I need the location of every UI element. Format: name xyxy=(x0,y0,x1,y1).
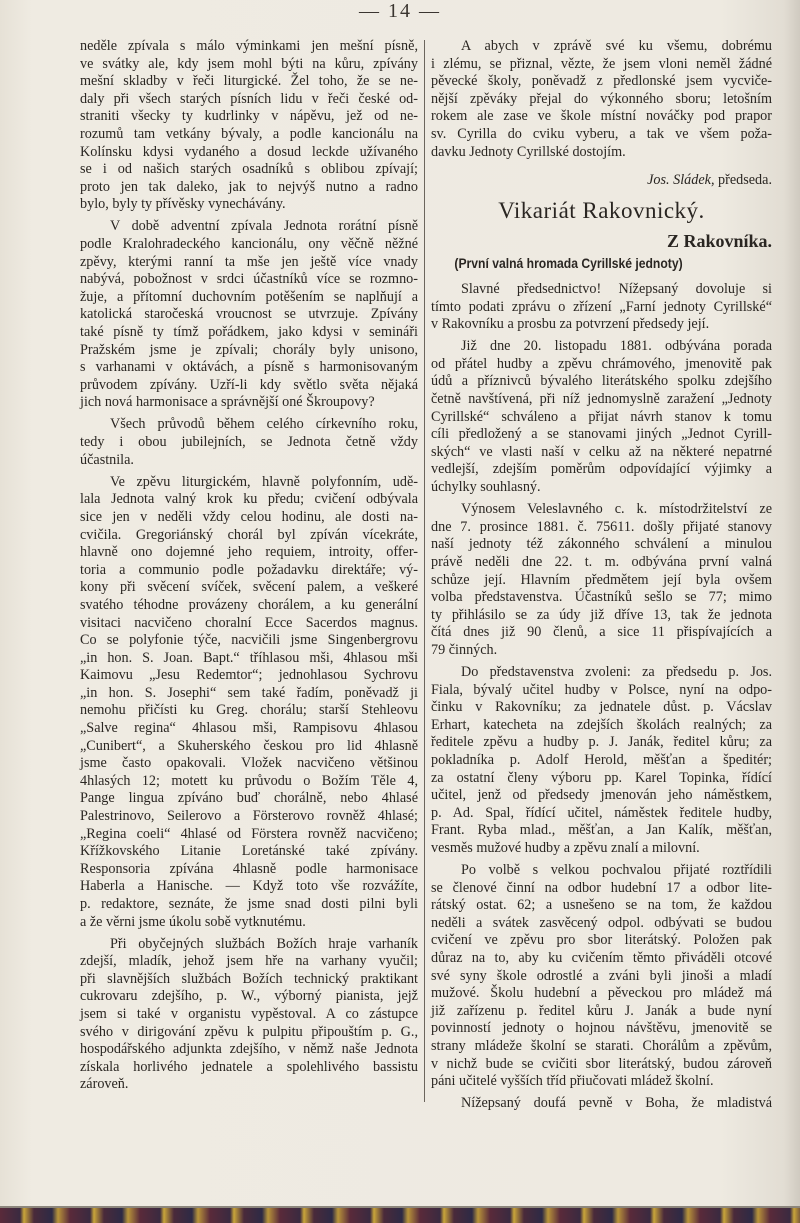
text-line: zdejší, mladík, jehož jsem hře na varhany vyučil; xyxy=(80,953,418,970)
text-line: pokladníka p. Adolf Herold, měšťan a špeditér; xyxy=(431,751,772,768)
text-line: „in hon. S. Josephi“ sem také řadím, poněvadž ji xyxy=(80,684,418,701)
text-line: „Salve regina“ 4hlasou mši, Rampisovu 4hlasou xyxy=(80,720,418,737)
column-divider xyxy=(424,40,425,1102)
text-line: i zlému, se přiznal, vězte, že jsem vloni neměl žádné xyxy=(431,55,772,72)
text-line: daly při všech starých písních lidu v řeči české od- xyxy=(80,90,418,107)
section-heading: Vikariát Rakovnický. xyxy=(498,198,705,223)
text-line: schůze její. Hlavním předmětem její byla ovšem xyxy=(431,571,772,588)
text-line: toria a communio podle požadavku direktáře; vý- xyxy=(80,561,418,578)
paragraph xyxy=(80,218,418,412)
text-line: Co se polyfonie týče, nacvičili jsme Singenbergrovu xyxy=(80,632,418,649)
text-line: sv. Cyrilla do cviku vyberu, a tak ve všem poža- xyxy=(431,125,772,142)
text-line: vesměs mužové hudby a zpěvu znalí a milovní. xyxy=(431,839,700,856)
paragraph xyxy=(431,501,772,659)
text-line: tedy i obou jubilejních, se Jednota četně vždy xyxy=(80,434,418,451)
text-line: rátský ostat. 62; a usnešeno se na tom, že každou xyxy=(431,897,772,914)
text-line: průvodem zpívány. Uzří-li kdy světlo světa nějaká xyxy=(80,376,418,393)
text-line: se členové činní na odbor hudební 17 a odbor lite- xyxy=(431,879,772,896)
paragraph xyxy=(80,474,418,931)
text-line: Kolínsku kdysi vydaného a dosud leckde užívaného xyxy=(80,143,418,160)
text-line: zpěvy, kterými ranní ta mše jen ještě více vnady xyxy=(80,253,418,270)
text-line: za ostatní členy výboru pp. Karel Topinka, řídící xyxy=(431,769,772,786)
text-line: „Cunibert“, a Skuherského českou pro lid 4hlasně xyxy=(80,737,418,754)
text-line: jsem si také v organistu vypěstoval. A co zástupce xyxy=(80,1006,418,1023)
text-line: nější zpěváky přejal do výkonného sboru; letošním xyxy=(431,90,772,107)
text-line: činku v Rakovníku; za jednatele důst. p. Vácslav xyxy=(431,699,772,716)
text-line: Nížepsaný doufá pevně v Boha, že mladistvá xyxy=(461,1095,772,1112)
text-line: hlavně ono dojemné jeho requiem, introity, offer- xyxy=(80,544,418,561)
text-line: ve svátky ale, kdy jsem mohl býti na kůru, zpívány xyxy=(80,55,418,72)
text-line: ských“ ve vlasti naší v celku až na některé nepatrné xyxy=(431,443,772,460)
text-line: nemohu přičísti ku Greg. chorálu; starší Stehleovu xyxy=(80,702,418,719)
text-line: rokem ale zase ve škole místní nováčky pod prapor xyxy=(431,108,772,125)
text-line: se i od našich starých osadníků s oblibou zpívají; xyxy=(80,161,418,178)
signature-title: , předseda. xyxy=(710,172,772,188)
paragraph xyxy=(431,664,772,858)
text-line: bylo, byly ty přívěsky vynechávány. xyxy=(80,196,286,213)
text-line: Frant. Ryba mlad., měšťan, a Jan Kalík, měšťan, xyxy=(431,822,772,839)
text-line: a že věrni jsme úkolu sobě vytknutému. xyxy=(80,913,306,930)
text-line: pěvecké školy, poněvadž z předlonské jsem vycviče- xyxy=(431,73,772,90)
text-line: četně navštívená, při níž jednomyslně zaražení „Jednoty xyxy=(431,391,772,408)
text-line: nabývá, pobožnost v srdci účastníků více se rozmno- xyxy=(80,271,418,288)
text-line: p. redaktore, seznáte, že jsme snad dosti pilni byli xyxy=(80,896,418,912)
decorative-border xyxy=(0,1206,800,1223)
text-line: Již dne 20. listopadu 1881. odbývána porada xyxy=(461,338,772,355)
paragraph xyxy=(431,38,772,161)
left-column xyxy=(80,38,418,1099)
text-line: V době adventní zpívala Jednota rorátní písně xyxy=(110,218,418,235)
text-line: v nichž bude se cvičiti sbor literátský, budou zároveň xyxy=(431,1055,772,1072)
text-line: účastnila. xyxy=(80,451,134,468)
text-line: Výnosem Veleslavného c. k. místodržitelství ze xyxy=(461,501,772,518)
text-line: při slavnějších službách Božích technický praktikant xyxy=(80,970,418,987)
text-line: čítá dnes již 90 členů, a sice 11 přispívajících a xyxy=(431,624,772,641)
text-line: neděli a svátek zasvěcený odpol. odbývati se budou xyxy=(431,914,772,931)
text-line: „Regina coeli“ 4hlasé od Förstera rovněž nacvičeno; xyxy=(80,825,418,842)
paragraph xyxy=(431,1095,772,1113)
text-line: úchylky souhlasný. xyxy=(431,479,541,496)
text-line: ředitele zpěvu a hudby p. J. Janák, ředitel kůru; za xyxy=(431,734,772,751)
text-line: Responsoria zpívána 4hlasně podle harmonisace xyxy=(80,860,418,877)
text-line: vedlejší, zdejším poměrům odpovídající výjimky a xyxy=(431,461,772,478)
text-line: jsme často opakovali. Vložek nacvičeno většinou xyxy=(80,755,418,772)
page-number: — 14 — xyxy=(359,0,441,22)
paragraph xyxy=(431,281,772,334)
text-line: ty přihlásilo se za údy již dříve 13, tak že jednota xyxy=(431,606,772,623)
text-line: také písně ty tímž pořádkem, jako kdysi v semináři xyxy=(80,324,418,340)
text-line: získala horlivého jednatele a spolehlivého bassistu xyxy=(80,1058,418,1075)
text-line: Palestrinovo, Seilerovo a Försterovo rovněž 4hlasé; xyxy=(80,808,418,825)
text-line: cukrovaru zdejšího, p. W., výborný pianista, jejž xyxy=(80,988,418,1005)
text-line: podle Kralohradeckého kancionálu, ony věčně něžné xyxy=(80,236,418,253)
text-line: tímto podati zprávu o zřízení „Farní jednoty Cyrillské“ xyxy=(431,298,772,315)
text-line: 4hlasých 12; motett ku průvodu o Božím Těle 4, xyxy=(80,772,418,789)
text-line: Všech průvodů během celého církevního roku, xyxy=(110,416,418,433)
text-line: mešní skladby v řeči liturgické. Žel toho, že se ne- xyxy=(80,73,418,90)
paragraph xyxy=(80,38,418,214)
signature-name: Jos. Sládek xyxy=(647,172,711,188)
text-line: cvičila. Gregoriánský chorál byl zpíván vícekráte, xyxy=(80,526,418,543)
right-body xyxy=(431,281,772,1117)
text-line: od přátel hudby a zpěvu chrámového, jmenovitě pak xyxy=(431,355,772,372)
text-line: „in hon. S. Joan. Bapt.“ tříhlasou mši, 4hlasou mši xyxy=(80,649,418,666)
text-line: v Rakovníku a prosbu za potvrzení předsedy její. xyxy=(431,316,710,333)
text-line: dne 7. prosince 1881. č. 75611. došly přijaté stanovy xyxy=(431,518,772,535)
text-line: učitel, jenž od předsedy jmenován jeho náměstkem, xyxy=(431,787,772,804)
text-line: Do představenstva zvoleni: za předsedu p. Jos. xyxy=(461,663,772,680)
text-line: Slavné předsednictvo! Nížepsaný dovoluje si xyxy=(461,281,772,297)
paragraph xyxy=(80,936,418,1094)
text-line: sice jen v neděli vždy celou hodinu, ale dosti na- xyxy=(80,508,418,525)
text-line: již zařízenu p. ředitel kůru J. Janák a bude nyní xyxy=(431,1002,772,1019)
text-line: A abych v zprávě své ku všemu, dobrému xyxy=(461,38,772,54)
report-subtitle: (První valná hromada Cyrillské jednoty) xyxy=(454,256,683,271)
text-line: mužové. Školu hudební a pěveckou pro mládež má xyxy=(431,985,772,1002)
text-line: Křížkovského Litanie Loretánské také zpívány. xyxy=(80,843,418,860)
text-line: davku Jednoty Cyrillské dostojím. xyxy=(431,143,626,160)
text-line: strany mládeže školní se starati. Chorálům a zpěvům, xyxy=(431,1037,772,1054)
text-line: jich nová harmonisace a správnější oné Škroupovy? xyxy=(80,394,375,411)
text-line: visitaci nacvičeno choralní Ecce Sacerdos magnus. xyxy=(80,614,418,631)
text-line: neděle zpívala s málo výminkami jen mešní písně, xyxy=(80,38,418,54)
text-line: 79 činných. xyxy=(431,641,498,658)
text-line: Erhart, katecheta na zdejších školách realných; za xyxy=(431,716,772,733)
text-line: lala Jednota valný krok ku předu; cvičení odbývala xyxy=(80,491,418,508)
text-line: Při obyčejných službách Božích hraje varhaník xyxy=(110,935,418,952)
text-line: žuje, a přítomní duchovním potěšením se naplňují a xyxy=(80,288,418,305)
text-line: páni učitelé vyšších tříd přiučovati mládež školní. xyxy=(431,1073,714,1090)
text-line: rozumů tam vetkány bývaly, a podle kancionálu na xyxy=(80,125,418,142)
text-line: proto jen tak daleko, jak to nejvýš nutno a radno xyxy=(80,178,418,195)
text-line: kony při svěcení svíček, svěcení palem, a veškeré xyxy=(80,579,418,596)
text-line: údů a příznivců bývalého literátského spolku zdejšího xyxy=(431,373,772,390)
text-line: katolická staročeská vroucnost se utvrzuje. Zpívány xyxy=(80,306,418,323)
paragraph xyxy=(431,338,772,496)
text-line: s varhanami v oktávách, a písně s harmonisovaným xyxy=(80,359,418,376)
right-intro xyxy=(431,38,772,166)
paragraph xyxy=(80,416,418,469)
text-line: svatého téhodne provázeny chorálem, a ku generální xyxy=(80,596,418,613)
text-line: volba představenstva. Účastníků sešlo se 77; mimo xyxy=(431,589,772,606)
text-line: Pange lingua zpíváno buď chorálně, nebo 4hlasé xyxy=(80,790,418,807)
text-line: naší jednoty též zákonného schválení a minulou xyxy=(431,536,772,553)
text-line: Haberla a Hanische. — Když toto vše rozvážíte, xyxy=(80,878,418,895)
place-heading: Z Rakovníka. xyxy=(666,231,772,251)
text-line: své syny škole odrostlé a zváni byli jinoši a mladí xyxy=(431,967,772,984)
text-line: Pražském jsme je zpívali; chorály byly unisono, xyxy=(80,341,418,358)
text-line: právě neděli dne 22. t. m. odbývána první valná xyxy=(431,553,772,570)
text-line: hospodářského adjunkta zdejšího, v němž naše Jednota xyxy=(80,1041,418,1058)
text-line: Fiala, bývalý učitel hudby v Polsce, nyní na odpo- xyxy=(431,681,772,698)
text-line: Cyrillské“ schváleno a přijat návrh stanov k tomu xyxy=(431,408,772,425)
text-line: cíli předložený a se stanovami jiných „Jednot Cyrill- xyxy=(431,426,772,443)
signature xyxy=(431,172,786,189)
paragraph xyxy=(431,862,772,1091)
text-line: Po volbě s velkou pochvalou přijaté roztřídili xyxy=(461,862,772,878)
text-line: povinností jednoty o hojnou návštěvu, jmenovitě se xyxy=(431,1020,772,1037)
text-line: p. Ad. Spal, řídící učitel, náměstek ředitele hudby, xyxy=(431,804,772,821)
text-line: Ve zpěvu liturgickém, hlavně polyfonním, udě- xyxy=(110,473,418,490)
text-line: svého v dirigování zpěvu k pulpitu připouštím p. G., xyxy=(80,1023,418,1040)
text-line: cvičení ve zpěvu pro sbor literátský. Položen pak xyxy=(431,932,772,949)
text-line: důraz na to, aby ku cvičením těmto přiváděli otcové xyxy=(431,949,772,966)
text-line: zároveň. xyxy=(80,1076,129,1093)
text-line: Kaimovu „Jesu Redemtor“; jednohlasou Sychrovu xyxy=(80,667,418,684)
text-line: straniti všecky ty kudrlinky v nápěvu, jež od ne- xyxy=(80,108,418,125)
